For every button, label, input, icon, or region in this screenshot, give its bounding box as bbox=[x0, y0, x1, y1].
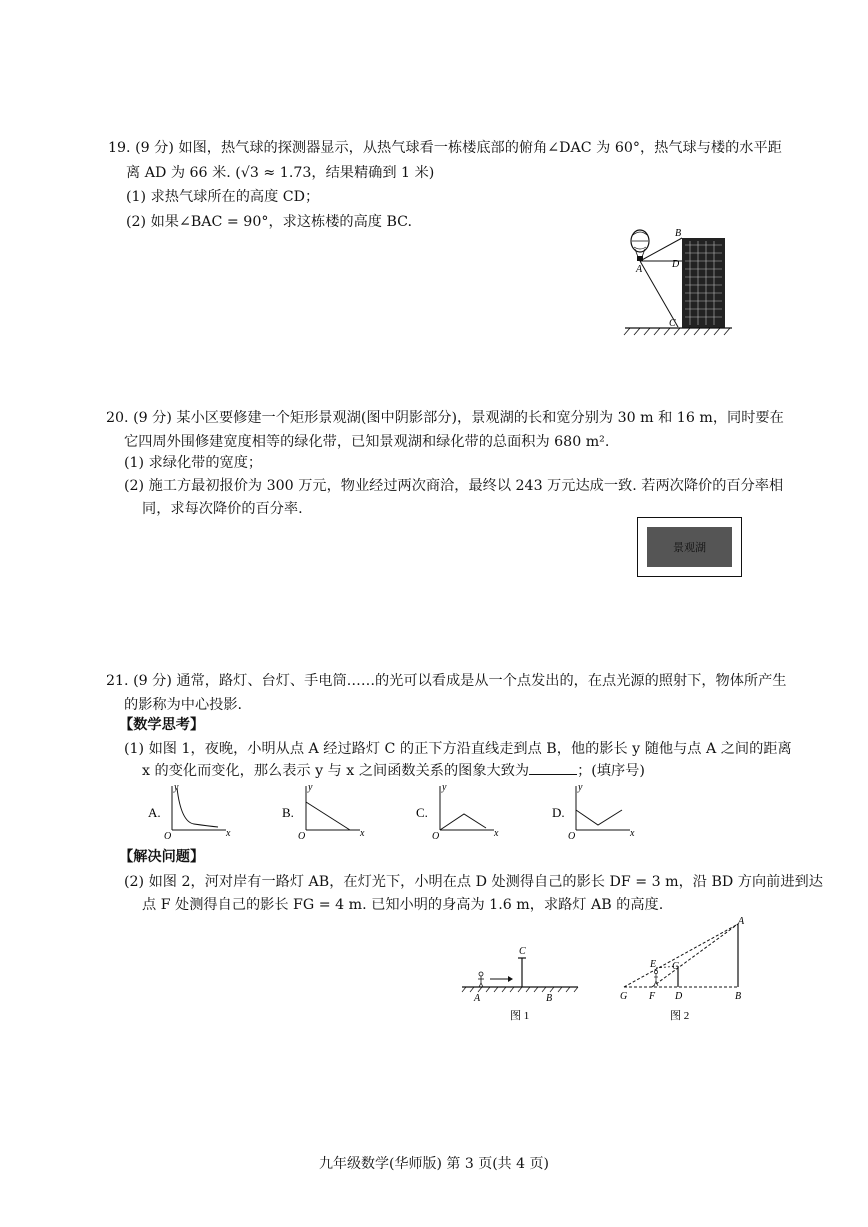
option-a-label: A. bbox=[148, 805, 161, 820]
fig1-label-c: C bbox=[519, 946, 526, 957]
fig1-caption: 图 1 bbox=[510, 1010, 530, 1022]
fig2-label-e: E bbox=[650, 959, 657, 970]
q21-part2b: 点 F 处测得自己的影长 FG = 4 m. 已知小明的身高为 1.6 m，求路灯 AB 的高度. bbox=[142, 897, 664, 913]
lake-label: 景观湖 bbox=[673, 541, 706, 554]
axis-origin-label: O bbox=[568, 831, 576, 842]
q19-line1: 19. (9 分) 如图，热气球的探测器显示，从热气球看一栋楼底部的俯角∠DAC 为 60°，热气球与楼的水平距 bbox=[108, 140, 782, 156]
axis-x-label: x bbox=[226, 828, 231, 839]
option-a-graph bbox=[148, 780, 238, 840]
q21-line2: 的影称为中心投影. bbox=[124, 697, 243, 713]
q21-line1: 21. (9 分) 通常，路灯、台灯、手电筒……的光可以看成是从一个点发出的，在点光源的照射下，物体所产生 bbox=[106, 673, 787, 689]
q20-line2: 它四周外围修建宽度相等的绿化带，已知景观湖和绿化带的总面积为 680 m². bbox=[124, 434, 610, 450]
q21-section-problem-solving: 【解决问题】 bbox=[119, 849, 205, 865]
axis-x-label: x bbox=[360, 828, 365, 839]
q19-line2: 离 AD 为 66 米. (√3 ≈ 1.73，结果精确到 1 米) bbox=[126, 165, 435, 181]
answer-blank[interactable] bbox=[529, 762, 577, 775]
option-d-label: D. bbox=[552, 805, 565, 820]
fig2-caption: 图 2 bbox=[670, 1010, 690, 1022]
fig2-label-f: F bbox=[649, 991, 656, 1002]
axis-origin-label: O bbox=[432, 831, 440, 842]
q19-label-c: C bbox=[669, 318, 676, 329]
axis-y-label: y bbox=[174, 782, 179, 793]
fig2-label-a: A bbox=[738, 916, 745, 927]
page-footer: 九年级数学(华师版) 第 3 页(共 4 页) bbox=[319, 1156, 549, 1172]
fig1-label-b: B bbox=[546, 993, 553, 1004]
q19-label-b: B bbox=[675, 228, 682, 239]
axis-y-label: y bbox=[442, 782, 447, 793]
fig2-label-d: D bbox=[675, 991, 683, 1002]
axis-y-label: y bbox=[308, 782, 313, 793]
axis-x-label: x bbox=[630, 828, 635, 839]
option-d-graph bbox=[552, 780, 642, 840]
q19-part2: (2) 如果∠BAC = 90°，求这栋楼的高度 BC. bbox=[126, 214, 413, 230]
fig1-label-a: A bbox=[474, 993, 481, 1004]
option-b-graph bbox=[282, 780, 372, 840]
q21-part1b bbox=[142, 761, 645, 781]
q19-part1: (1) 求热气球所在的高度 CD； bbox=[126, 189, 320, 205]
axis-x-label: x bbox=[494, 828, 499, 839]
q21-section-math-thinking: 【数学思考】 bbox=[119, 717, 205, 733]
axis-origin-label: O bbox=[298, 831, 306, 842]
q19-label-d: D bbox=[672, 259, 680, 270]
q20-figure bbox=[637, 517, 742, 577]
q20-part2b: 同，求每次降价的百分率. bbox=[142, 501, 303, 517]
q21-part2a: (2) 如图 2，河对岸有一路灯 AB，在灯光下，小明在点 D 处测得自己的影长 DF = 3 m，沿 BD 方向前进到达 bbox=[124, 874, 823, 890]
fig2-label-b: B bbox=[735, 991, 742, 1002]
option-b-label: B. bbox=[282, 805, 294, 820]
option-c-graph bbox=[416, 780, 506, 840]
fig2-label-c: C bbox=[672, 961, 679, 972]
lake-rect bbox=[647, 527, 732, 567]
q20-part1: (1) 求绿化带的宽度； bbox=[124, 455, 263, 471]
q21-part1b-text: x 的变化而变化，那么表示 y 与 x 之间函数关系的图象大致为 bbox=[142, 763, 530, 779]
q21-part1b-post: ；(填序号) bbox=[577, 763, 645, 779]
q19-label-a: A bbox=[636, 264, 643, 275]
q20-part2a: (2) 施工方最初报价为 300 万元，物业经过两次商洽，最终以 243 万元达成一致. 若两次降价的百分率相 bbox=[124, 478, 784, 494]
q21-figure-1 bbox=[460, 940, 590, 1022]
q21-figure-2 bbox=[610, 912, 750, 1024]
q19-figure bbox=[620, 225, 750, 345]
axis-y-label: y bbox=[578, 782, 583, 793]
fig2-label-g: G bbox=[620, 991, 628, 1002]
q20-line1: 20. (9 分) 某小区要修建一个矩形景观湖(图中阴影部分)，景观湖的长和宽分别为 30 m 和 16 m，同时要在 bbox=[106, 410, 784, 426]
option-c-label: C. bbox=[416, 805, 428, 820]
q21-part1a: (1) 如图 1，夜晚，小明从点 A 经过路灯 C 的正下方沿直线走到点 B，他的影长 y 随他与点 A 之间的距离 bbox=[124, 741, 792, 757]
axis-origin-label: O bbox=[164, 831, 172, 842]
